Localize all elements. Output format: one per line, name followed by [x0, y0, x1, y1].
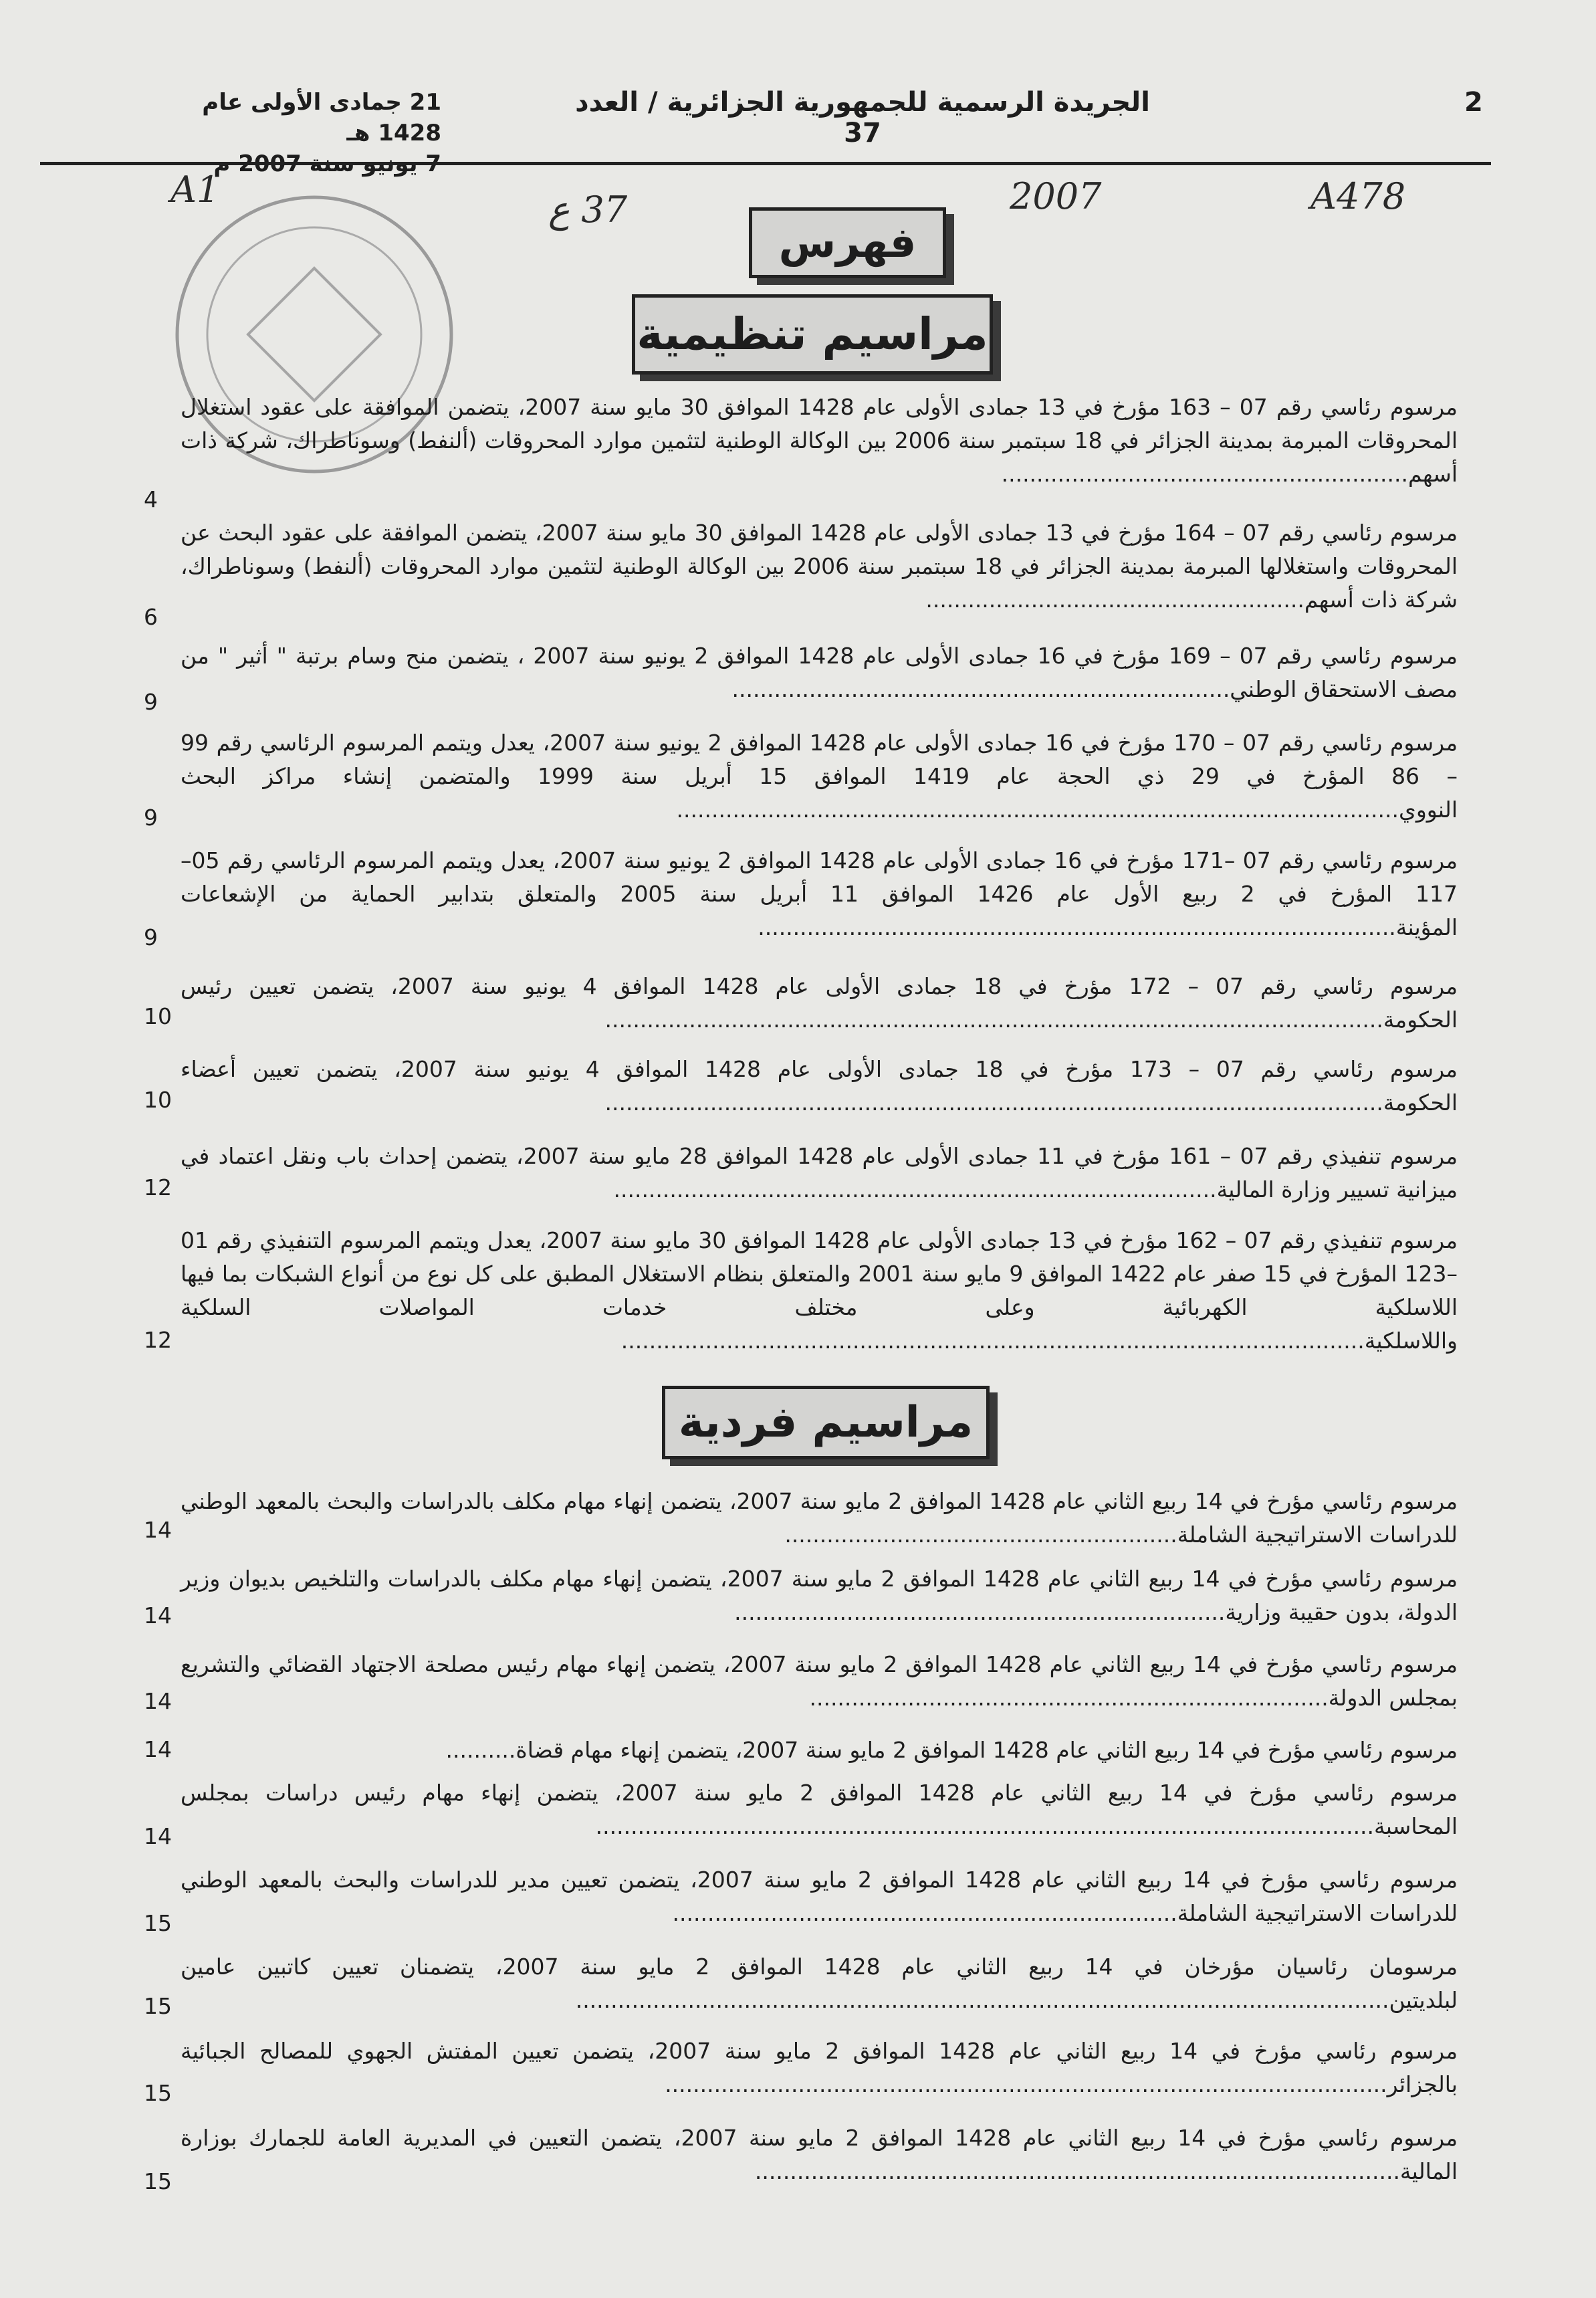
hijri-date: 21 جمادى الأولى عام 1428 هـ	[202, 89, 441, 146]
toc-entry: مرسوم تنفيذي رقم 07 – 162 مؤرخ في 13 جمادى الأولى عام 1428 الموافق 30 مايو سنة 2007، يعدل ويتمم المرسوم التنفيذي رقم 01 –123 المؤرخ في 15 صفر عام 1422 الموافق 9 مايو سنة 2001 والمتعلق بنظام الاستغلال المطبق على كل نوع من أنواع الشبكات بما فيها اللاسلكية الكهربائية وعلى مختلف خدمات المواصلات السلكية واللاسلكية..........................................................................................................	[181, 1227, 1458, 1354]
toc-page-number: 15	[144, 1993, 172, 2019]
toc-page-number: 14	[144, 1602, 172, 1629]
handwritten-year: 2007	[1010, 175, 1102, 217]
index-heading: فهرس	[749, 207, 946, 278]
header-rule	[40, 162, 1491, 165]
toc-page-number: 10	[144, 1087, 172, 1113]
toc-page-number: 14	[144, 1823, 172, 1849]
toc-entry: مرسوم رئاسي رقم 07 – 173 مؤرخ في 18 جمادى الأولى عام 1428 الموافق 4 يونيو سنة 2007، يتضمن تعيين أعضاء الحكومة...............................................................................................................	[181, 1056, 1458, 1116]
individual-decrees-heading: مراسيم فردية	[662, 1386, 990, 1459]
toc-page-number: 15	[144, 2080, 172, 2106]
toc-page-number: 9	[144, 924, 158, 950]
header-dates	[160, 87, 441, 179]
handwritten-issue: 37 ع	[548, 189, 628, 231]
toc-entry: مرسوم رئاسي رقم 07 –171 مؤرخ في 16 جمادى الأولى عام 1428 الموافق 2 يونيو سنة 2007، يعدل ويتمم المرسوم الرئاسي رقم 05–117 المؤرخ في 2 ربيع الأول عام 1426 الموافق 11 أبريل سنة 2005 والمتعلق بتدابير الحماية من الإشعاعات المؤينة...........................................................................................	[181, 847, 1458, 940]
toc-entry: مرسوم رئاسي مؤرخ في 14 ربيع الثاني عام 1428 الموافق 2 مايو سنة 2007، يتضمن إنهاء مهام مكلف بالدراسات والبحث بالمعهد الوطني للدراسات الاستراتيجية الشاملة........................................................	[181, 1488, 1458, 1548]
toc-entry: مرسوم رئاسي مؤرخ في 14 ربيع الثاني عام 1428 الموافق 2 مايو سنة 2007، يتضمن إنهاء مهام رئيس دراسات بمجلس المحاسبة...............................................................................................................	[181, 1780, 1458, 1839]
toc-entry: مرسوم رئاسي مؤرخ في 14 ربيع الثاني عام 1428 الموافق 2 مايو سنة 2007، يتضمن تعيين المفتش الجهوي للمصالح الجبائية بالجزائر.......................................................................................................	[181, 2038, 1458, 2097]
toc-page-number: 15	[144, 2168, 172, 2194]
toc-page-number: 14	[144, 1688, 172, 1714]
toc-entry: مرسوم تنفيذي رقم 07 – 161 مؤرخ في 11 جمادى الأولى عام 1428 الموافق 28 مايو سنة 2007، يتضمن إحداث باب ونقل اعتماد في ميزانية تسيير وزارة المالية......................................................................................	[181, 1143, 1458, 1203]
regulatory-decrees-heading: مراسيم تنظيمية	[632, 294, 993, 375]
page-number: 2	[1464, 87, 1483, 118]
toc-entry: مرسوم رئاسي مؤرخ في 14 ربيع الثاني عام 1428 الموافق 2 مايو سنة 2007، يتضمن تعيين مدير للدراسات والبحث بالمعهد الوطني للدراسات الاستراتيجية الشاملة........................................................................	[181, 1867, 1458, 1926]
toc-entry: مرسوم رئاسي مؤرخ في 14 ربيع الثاني عام 1428 الموافق 2 مايو سنة 2007، يتضمن إنهاء مهام قضاة..........	[445, 1737, 1458, 1763]
toc-entry: مرسوم رئاسي رقم 07 – 164 مؤرخ في 13 جمادى الأولى عام 1428 الموافق 30 مايو سنة 2007، يتضمن الموافقة على عقود البحث عن المحروقات واستغلالها المبرمة بمدينة الجزائر في 18 سبتمبر سنة 2006 بين الوكالة الوطنية لتثمين موارد المحروقات (ألنفط) وسوناطراك، شركة ذات أسهم......................................................	[181, 520, 1458, 613]
toc-page-number: 9	[144, 805, 158, 831]
toc-page-number: 14	[144, 1736, 172, 1762]
toc-page-number: 12	[144, 1174, 172, 1200]
gazette-title: الجريدة الرسمية للجمهورية الجزائرية / العدد 37	[575, 87, 1150, 148]
toc-page-number: 9	[144, 689, 158, 715]
handwritten-a1: A1	[170, 169, 220, 211]
toc-page-number: 4	[144, 486, 158, 512]
toc-page-number: 6	[144, 604, 158, 630]
toc-page-number: 12	[144, 1327, 172, 1353]
toc-entry: مرسوم رئاسي مؤرخ في 14 ربيع الثاني عام 1428 الموافق 2 مايو سنة 2007، يتضمن إنهاء مهام مكلف بالدراسات والتلخيص بديوان وزير الدولة، بدون حقيبة وزارية......................................................................	[181, 1566, 1458, 1625]
toc-entry: مرسوم رئاسي رقم 07 – 170 مؤرخ في 16 جمادى الأولى عام 1428 الموافق 2 يونيو سنة 2007، يعدل ويتمم المرسوم الرئاسي رقم 99 – 86 المؤرخ في 29 ذي الحجة عام 1419 الموافق 15 أبريل سنة 1999 والمتضمن إنشاء مراكز البحث النووي.......................................................................................................	[181, 730, 1458, 823]
toc-entry: مرسوم رئاسي مؤرخ في 14 ربيع الثاني عام 1428 الموافق 2 مايو سنة 2007، يتضمن التعيين في المديرية العامة للجمارك بوزارة المالية............................................................................................	[181, 2125, 1458, 2184]
toc-entry: مرسوم رئاسي مؤرخ في 14 ربيع الثاني عام 1428 الموافق 2 مايو سنة 2007، يتضمن إنهاء مهام رئيس مصلحة الاجتهاد القضائي والتشريع بمجلس الدولة..........................................................................	[181, 1651, 1458, 1711]
toc-entry: مرسوم رئاسي رقم 07 – 169 مؤرخ في 16 جمادى الأولى عام 1428 الموافق 2 يونيو سنة 2007 ، يتضمن منح وسام برتبة " أثير " من مصف الاستحقاق الوطني.......................................................................	[181, 643, 1458, 702]
handwritten-code: A478	[1310, 175, 1406, 217]
gregorian-date: 7 يونيو سنة 2007 م	[213, 150, 441, 177]
toc-entry: مرسوم رئاسي رقم 07 – 172 مؤرخ في 18 جمادى الأولى عام 1428 الموافق 4 يونيو سنة 2007، يتضمن تعيين رئيس الحكومة...............................................................................................................	[181, 973, 1458, 1033]
toc-entry: مرسوم رئاسي رقم 07 – 163 مؤرخ في 13 جمادى الأولى عام 1428 الموافق 30 مايو سنة 2007، يتضمن الموافقة على عقود استغلال المحروقات المبرمة بمدينة الجزائر في 18 سبتمبر سنة 2006 بين الوكالة الوطنية لتثمين موارد المحروقات (ألنفط) وسوناطراك، شركة ذات أسهم..........................................................	[181, 394, 1458, 487]
toc-page-number: 14	[144, 1517, 172, 1543]
toc-entry: مرسومان رئاسيان مؤرخان في 14 ربيع الثاني عام 1428 الموافق 2 مايو سنة 2007، يتضمنان تعيين كاتبين عامين لبلديتين....................................................................................................................	[181, 1954, 1458, 2013]
toc-page-number: 15	[144, 1910, 172, 1936]
page-header	[40, 87, 1484, 177]
toc-page-number: 10	[144, 1003, 172, 1029]
